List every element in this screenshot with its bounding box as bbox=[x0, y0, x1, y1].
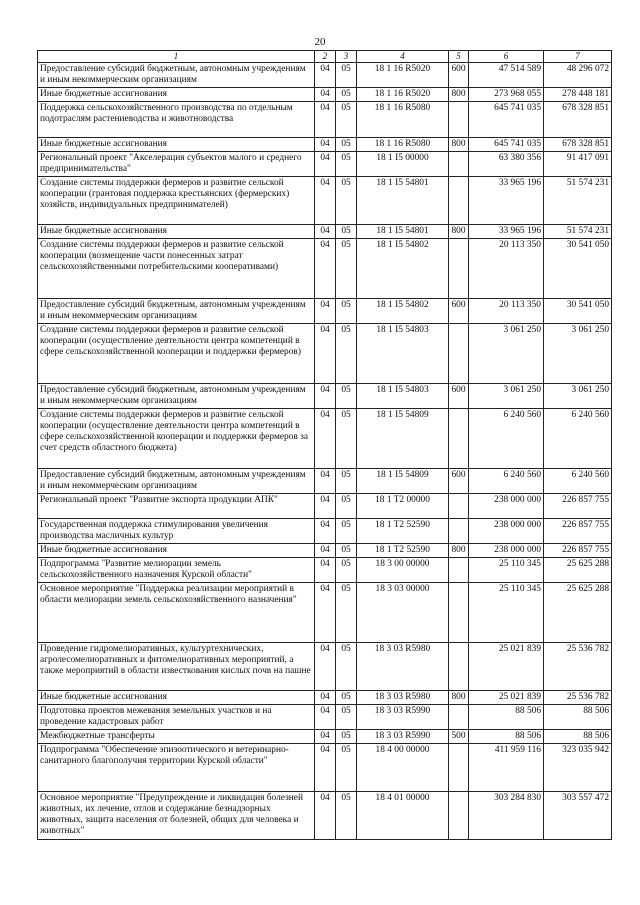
table-row bbox=[38, 409, 612, 469]
row-section: 04 bbox=[315, 643, 336, 691]
row-subsection: 05 bbox=[336, 469, 357, 494]
row-section: 04 bbox=[315, 792, 336, 840]
row-subsection: 05 bbox=[336, 519, 357, 544]
row-subsection: 05 bbox=[336, 88, 357, 102]
row-amount-year2: 226 857 755 bbox=[544, 519, 612, 544]
row-name: Поддержка сельскохозяйственного производства по отдельным подотраслям растениеводства и животноводства bbox=[38, 102, 315, 138]
row-amount-year1: 645 741 035 bbox=[469, 102, 544, 138]
table-row bbox=[38, 239, 612, 299]
col-header-6: 6 bbox=[469, 51, 544, 63]
row-name: Иные бюджетные ассигнования bbox=[38, 88, 315, 102]
row-expense-type bbox=[449, 643, 469, 691]
col-header-4: 4 bbox=[357, 51, 449, 63]
row-target-code: 18 3 03 R5990 bbox=[357, 705, 449, 730]
row-target-code: 18 1 16 R5020 bbox=[357, 88, 449, 102]
table-row bbox=[38, 324, 612, 384]
col-header-3: 3 bbox=[336, 51, 357, 63]
row-subsection: 05 bbox=[336, 792, 357, 840]
row-name: Региональный проект "Развитие экспорта продукции АПК" bbox=[38, 494, 315, 519]
row-subsection: 05 bbox=[336, 643, 357, 691]
row-subsection: 05 bbox=[336, 583, 357, 643]
row-name: Иные бюджетные ассигнования bbox=[38, 138, 315, 152]
row-target-code: 18 1 I5 54802 bbox=[357, 299, 449, 324]
row-expense-type: 800 bbox=[449, 138, 469, 152]
table-row bbox=[38, 102, 612, 138]
table-row bbox=[38, 88, 612, 102]
row-amount-year2: 51 574 231 bbox=[544, 225, 612, 239]
row-amount-year2: 226 857 755 bbox=[544, 494, 612, 519]
row-subsection: 05 bbox=[336, 691, 357, 705]
row-name: Предоставление субсидий бюджетным, автономным учреждениям и иным некоммерческим организациям bbox=[38, 384, 315, 409]
row-section: 04 bbox=[315, 177, 336, 225]
row-amount-year1: 411 959 116 bbox=[469, 744, 544, 792]
row-expense-type: 800 bbox=[449, 88, 469, 102]
row-amount-year2: 226 857 755 bbox=[544, 544, 612, 558]
row-amount-year1: 25 110 345 bbox=[469, 583, 544, 643]
row-target-code: 18 1 I5 54801 bbox=[357, 177, 449, 225]
row-amount-year2: 91 417 091 bbox=[544, 152, 612, 177]
table-row bbox=[38, 299, 612, 324]
row-expense-type bbox=[449, 239, 469, 299]
row-amount-year1: 33 965 196 bbox=[469, 177, 544, 225]
row-target-code: 18 4 01 00000 bbox=[357, 792, 449, 840]
row-expense-type: 500 bbox=[449, 730, 469, 744]
row-amount-year1: 6 240 560 bbox=[469, 409, 544, 469]
row-subsection: 05 bbox=[336, 138, 357, 152]
row-expense-type: 800 bbox=[449, 691, 469, 705]
row-name: Создание системы поддержки фермеров и развитие сельской кооперации (возмещение части понесенных затрат сельскохозяйственными потребительскими кооперативами) bbox=[38, 239, 315, 299]
row-section: 04 bbox=[315, 138, 336, 152]
row-subsection: 05 bbox=[336, 409, 357, 469]
row-amount-year2: 3 061 250 bbox=[544, 384, 612, 409]
row-target-code: 18 1 I5 54801 bbox=[357, 225, 449, 239]
row-amount-year1: 88 506 bbox=[469, 705, 544, 730]
row-amount-year1: 238 000 000 bbox=[469, 494, 544, 519]
row-target-code: 18 1 T2 52590 bbox=[357, 544, 449, 558]
row-amount-year2: 25 536 782 bbox=[544, 643, 612, 691]
row-section: 04 bbox=[315, 744, 336, 792]
row-name: Иные бюджетные ассигнования bbox=[38, 544, 315, 558]
row-amount-year2: 3 061 250 bbox=[544, 324, 612, 384]
row-name: Основное мероприятие "Поддержка реализации мероприятий в области мелиорации земель сельскохозяйственного назначения" bbox=[38, 583, 315, 643]
row-subsection: 05 bbox=[336, 177, 357, 225]
table-row bbox=[38, 730, 612, 744]
col-header-7: 7 bbox=[544, 51, 612, 63]
row-amount-year1: 20 113 350 bbox=[469, 299, 544, 324]
table-row bbox=[38, 177, 612, 225]
row-amount-year1: 645 741 035 bbox=[469, 138, 544, 152]
row-name: Подпрограмма "Развитие мелиорации земель сельскохозяйственного назначения Курской области" bbox=[38, 558, 315, 583]
row-subsection: 05 bbox=[336, 494, 357, 519]
row-section: 04 bbox=[315, 225, 336, 239]
row-expense-type bbox=[449, 409, 469, 469]
page-number: 20 bbox=[314, 36, 326, 48]
row-section: 04 bbox=[315, 239, 336, 299]
row-amount-year1: 273 968 055 bbox=[469, 88, 544, 102]
row-expense-type bbox=[449, 558, 469, 583]
table-row bbox=[38, 225, 612, 239]
row-expense-type: 600 bbox=[449, 384, 469, 409]
row-subsection: 05 bbox=[336, 744, 357, 792]
table-row bbox=[38, 138, 612, 152]
row-name: Создание системы поддержки фермеров и развитие сельской кооперации (грантовая поддержка крестьянских (фермерских) хозяйств, индивидуальных предпринимателей) bbox=[38, 177, 315, 225]
row-target-code: 18 1 I5 54803 bbox=[357, 324, 449, 384]
row-amount-year2: 48 296 072 bbox=[544, 63, 612, 88]
row-section: 04 bbox=[315, 102, 336, 138]
col-header-5: 5 bbox=[449, 51, 469, 63]
table-row bbox=[38, 494, 612, 519]
row-name: Создание системы поддержки фермеров и развитие сельской кооперации (осуществление деятельности центра компетенций в сфере сельскохозяйственной кооперации и поддержки фермеров за счет средств областного бюджета) bbox=[38, 409, 315, 469]
row-amount-year1: 238 000 000 bbox=[469, 544, 544, 558]
row-name: Иные бюджетные ассигнования bbox=[38, 691, 315, 705]
row-target-code: 18 3 03 R5990 bbox=[357, 730, 449, 744]
row-section: 04 bbox=[315, 409, 336, 469]
table-row bbox=[38, 792, 612, 840]
row-amount-year1: 88 506 bbox=[469, 730, 544, 744]
row-section: 04 bbox=[315, 705, 336, 730]
row-subsection: 05 bbox=[336, 730, 357, 744]
row-target-code: 18 4 00 00000 bbox=[357, 744, 449, 792]
row-expense-type bbox=[449, 744, 469, 792]
row-subsection: 05 bbox=[336, 544, 357, 558]
row-section: 04 bbox=[315, 384, 336, 409]
row-expense-type bbox=[449, 324, 469, 384]
row-subsection: 05 bbox=[336, 705, 357, 730]
column-number-row bbox=[38, 51, 612, 63]
row-subsection: 05 bbox=[336, 102, 357, 138]
row-section: 04 bbox=[315, 152, 336, 177]
table-row bbox=[38, 469, 612, 494]
row-amount-year2: 88 506 bbox=[544, 730, 612, 744]
col-header-1: 1 bbox=[38, 51, 315, 63]
row-amount-year2: 303 557 472 bbox=[544, 792, 612, 840]
row-subsection: 05 bbox=[336, 558, 357, 583]
row-subsection: 05 bbox=[336, 225, 357, 239]
row-section: 04 bbox=[315, 324, 336, 384]
table-row bbox=[38, 643, 612, 691]
row-name: Межбюджетные трансферты bbox=[38, 730, 315, 744]
row-amount-year2: 678 328 851 bbox=[544, 138, 612, 152]
row-amount-year1: 3 061 250 bbox=[469, 384, 544, 409]
row-target-code: 18 1 16 R5080 bbox=[357, 138, 449, 152]
row-target-code: 18 1 I5 54809 bbox=[357, 409, 449, 469]
row-subsection: 05 bbox=[336, 299, 357, 324]
row-amount-year1: 47 514 589 bbox=[469, 63, 544, 88]
table-row bbox=[38, 152, 612, 177]
table-row bbox=[38, 691, 612, 705]
row-name: Подпрограмма "Обеспечение эпизоотического и ветеринарно-санитарного благополучия территории Курской области" bbox=[38, 744, 315, 792]
row-amount-year2: 6 240 560 bbox=[544, 409, 612, 469]
row-name: Региональный проект "Акселерация субъектов малого и среднего предпринимательства" bbox=[38, 152, 315, 177]
row-name: Государственная поддержка стимулирования увеличения производства масличных культур bbox=[38, 519, 315, 544]
table-row bbox=[38, 544, 612, 558]
row-section: 04 bbox=[315, 519, 336, 544]
row-amount-year2: 25 536 782 bbox=[544, 691, 612, 705]
row-expense-type: 600 bbox=[449, 469, 469, 494]
row-expense-type: 600 bbox=[449, 63, 469, 88]
row-amount-year2: 25 625 288 bbox=[544, 558, 612, 583]
row-section: 04 bbox=[315, 88, 336, 102]
row-section: 04 bbox=[315, 299, 336, 324]
row-target-code: 18 1 I5 54802 bbox=[357, 239, 449, 299]
row-amount-year2: 278 448 181 bbox=[544, 88, 612, 102]
row-name: Предоставление субсидий бюджетным, автономным учреждениям и иным некоммерческим организациям bbox=[38, 299, 315, 324]
row-target-code: 18 3 03 00000 bbox=[357, 583, 449, 643]
table-row bbox=[38, 519, 612, 544]
row-expense-type: 800 bbox=[449, 225, 469, 239]
row-amount-year1: 20 113 350 bbox=[469, 239, 544, 299]
row-name: Основное мероприятие "Предупреждение и ликвидация болезней животных, их лечение, отлов и содержание безнадзорных животных, защита населения от болезней, общих для человека и животных" bbox=[38, 792, 315, 840]
row-target-code: 18 3 00 00000 bbox=[357, 558, 449, 583]
row-expense-type bbox=[449, 792, 469, 840]
row-amount-year2: 88 506 bbox=[544, 705, 612, 730]
row-expense-type: 800 bbox=[449, 544, 469, 558]
row-amount-year2: 25 625 288 bbox=[544, 583, 612, 643]
row-expense-type bbox=[449, 152, 469, 177]
table-row bbox=[38, 558, 612, 583]
row-amount-year2: 30 541 050 bbox=[544, 299, 612, 324]
table-row bbox=[38, 744, 612, 792]
table-row bbox=[38, 384, 612, 409]
row-name: Подготовка проектов межевания земельных участков и на проведение кадастровых работ bbox=[38, 705, 315, 730]
row-subsection: 05 bbox=[336, 384, 357, 409]
row-expense-type bbox=[449, 494, 469, 519]
row-name: Предоставление субсидий бюджетным, автономным учреждениям и иным некоммерческим организациям bbox=[38, 469, 315, 494]
col-header-2: 2 bbox=[315, 51, 336, 63]
table-row bbox=[38, 583, 612, 643]
row-section: 04 bbox=[315, 583, 336, 643]
row-amount-year1: 25 110 345 bbox=[469, 558, 544, 583]
row-section: 04 bbox=[315, 469, 336, 494]
row-target-code: 18 1 I5 54803 bbox=[357, 384, 449, 409]
row-amount-year2: 6 240 560 bbox=[544, 469, 612, 494]
row-amount-year2: 30 541 050 bbox=[544, 239, 612, 299]
row-section: 04 bbox=[315, 691, 336, 705]
row-subsection: 05 bbox=[336, 239, 357, 299]
row-target-code: 18 1 I5 54809 bbox=[357, 469, 449, 494]
table-row bbox=[38, 63, 612, 88]
row-amount-year1: 303 284 830 bbox=[469, 792, 544, 840]
row-section: 04 bbox=[315, 544, 336, 558]
row-subsection: 05 bbox=[336, 324, 357, 384]
row-target-code: 18 1 T2 52590 bbox=[357, 519, 449, 544]
row-section: 04 bbox=[315, 63, 336, 88]
row-target-code: 18 1 16 R5080 bbox=[357, 102, 449, 138]
row-amount-year1: 25 021 839 bbox=[469, 691, 544, 705]
row-expense-type: 600 bbox=[449, 299, 469, 324]
row-name: Иные бюджетные ассигнования bbox=[38, 225, 315, 239]
row-expense-type bbox=[449, 177, 469, 225]
row-amount-year1: 33 965 196 bbox=[469, 225, 544, 239]
row-expense-type bbox=[449, 583, 469, 643]
row-amount-year1: 25 021 839 bbox=[469, 643, 544, 691]
row-expense-type bbox=[449, 102, 469, 138]
row-subsection: 05 bbox=[336, 152, 357, 177]
row-target-code: 18 1 I5 00000 bbox=[357, 152, 449, 177]
row-expense-type bbox=[449, 519, 469, 544]
row-expense-type bbox=[449, 705, 469, 730]
row-target-code: 18 3 03 R5980 bbox=[357, 691, 449, 705]
row-amount-year2: 51 574 231 bbox=[544, 177, 612, 225]
row-name: Создание системы поддержки фермеров и развитие сельской кооперации (осуществление деятельности центра компетенций в сфере сельскохозяйственной кооперации и поддержки фермеров) bbox=[38, 324, 315, 384]
row-section: 04 bbox=[315, 558, 336, 583]
table-row bbox=[38, 705, 612, 730]
row-name: Предоставление субсидий бюджетным, автономным учреждениям и иным некоммерческим организациям bbox=[38, 63, 315, 88]
row-amount-year1: 63 380 356 bbox=[469, 152, 544, 177]
row-target-code: 18 1 T2 00000 bbox=[357, 494, 449, 519]
row-target-code: 18 1 16 R5020 bbox=[357, 63, 449, 88]
row-amount-year1: 3 061 250 bbox=[469, 324, 544, 384]
row-amount-year1: 6 240 560 bbox=[469, 469, 544, 494]
row-subsection: 05 bbox=[336, 63, 357, 88]
row-amount-year2: 323 035 942 bbox=[544, 744, 612, 792]
row-section: 04 bbox=[315, 730, 336, 744]
budget-table bbox=[37, 50, 612, 840]
row-amount-year2: 678 328 851 bbox=[544, 102, 612, 138]
row-amount-year1: 238 000 000 bbox=[469, 519, 544, 544]
row-name: Проведение гидромелиоративных, культуртехнических, агролесомелиоративных и фитомелиоративных мероприятий, а также мероприятий в области известкования кислых почв на пашне bbox=[38, 643, 315, 691]
row-target-code: 18 3 03 R5980 bbox=[357, 643, 449, 691]
row-section: 04 bbox=[315, 494, 336, 519]
